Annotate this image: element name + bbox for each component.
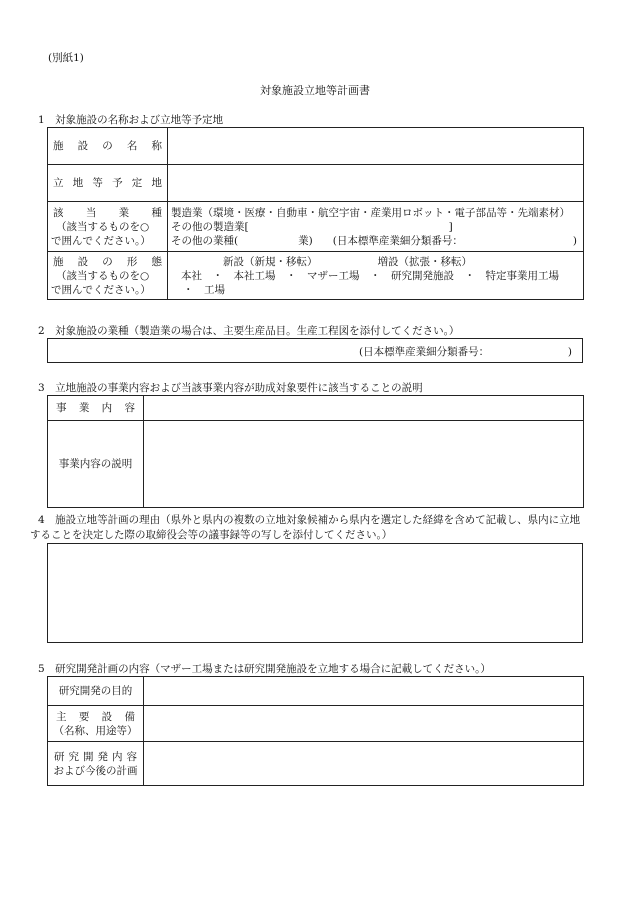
form-option-expand[interactable]: 増設（拡張・移転）: [377, 255, 472, 268]
rd-purpose-label-text: 研究開発の目的: [58, 685, 133, 697]
business-explanation-field[interactable]: [144, 421, 584, 508]
section-2-table: [47, 338, 583, 363]
section-5-heading: 5 研究開発計画の内容（マザー工場または研究開発施設を立地する場合に記載してください。）: [38, 663, 491, 675]
industry-options[interactable]: [168, 202, 584, 252]
rd-purpose-field[interactable]: [144, 677, 584, 706]
equipment-label-cell: [48, 706, 144, 742]
industry-option-manufacturing[interactable]: [171, 206, 583, 220]
rd-content-label-2: および今後の計画: [53, 764, 138, 777]
industry-label-cell: [48, 202, 168, 252]
other-manufacturing-close: ]: [448, 220, 453, 233]
industry-option-other-industry[interactable]: [171, 234, 583, 248]
business-label: [48, 396, 144, 421]
other-industry-classification-close: ): [572, 234, 577, 247]
form-options[interactable]: [168, 252, 584, 300]
facility-name-label: [48, 128, 168, 165]
industry-classification-number: (日本標準産業細分類番号： ): [359, 346, 572, 358]
equipment-note: （名称、用途等）: [53, 724, 138, 737]
industry-note-1: （該当するものを○: [56, 220, 150, 233]
section-1-table: [47, 127, 584, 300]
rd-content-label-cell: [48, 742, 144, 786]
plan-reason-field[interactable]: [48, 544, 583, 643]
equipment-label: 主 要 設 備: [56, 710, 135, 723]
form-note-1: （該当するものを○: [56, 269, 150, 282]
form-label: 施 設 の 形 態: [53, 255, 162, 268]
rd-purpose-label: [48, 677, 144, 706]
attachment-label: (別紙1): [48, 52, 84, 64]
form-label-cell: [48, 252, 168, 300]
industry-option-manufacturing-text: 製造業（環境・医療・自動車・航空宇宙・産業用ロボット・電子部品等・先端素材）: [171, 206, 570, 219]
form-option-new-expand[interactable]: [171, 255, 583, 269]
section-4-heading: [30, 512, 581, 542]
form-option-new[interactable]: 新設（新規・移転）: [223, 255, 318, 268]
section-3-table: [47, 395, 584, 508]
section-1-heading: 1 対象施設の名称および立地等予定地: [38, 114, 224, 126]
other-manufacturing-text: その他の製造業[: [171, 220, 249, 233]
site-field[interactable]: [168, 165, 584, 202]
page-title: 対象施設立地等計画書: [260, 84, 370, 97]
business-explanation-label-text: 事業内容の説明: [58, 458, 133, 470]
other-industry-suffix: 業): [298, 234, 313, 247]
rd-content-label-1: 研 究 開 発 内 容: [54, 750, 137, 763]
industry-note-2: で囲んでください。）: [51, 234, 151, 247]
other-industry-classification: (日本標準産業細分類番号：: [332, 234, 463, 247]
form-option-factory[interactable]: [171, 283, 583, 297]
site-label: [48, 165, 168, 202]
section-4-table: [47, 543, 583, 643]
equipment-field[interactable]: [144, 706, 584, 742]
section-5-table: [47, 676, 584, 786]
section-4-heading-line-2: することを決定した際の取締役会等の議事録等の写しを添付してください。）: [30, 529, 393, 541]
business-label-text: 事 業 内 容: [56, 402, 135, 414]
form-option-types[interactable]: [171, 269, 583, 283]
business-explanation-label: [48, 421, 144, 508]
industry-label: 該 当 業 種: [53, 206, 162, 219]
business-field[interactable]: [144, 396, 584, 421]
site-label-text: 立 地 等 予 定 地: [53, 177, 162, 189]
industry-option-other-manufacturing[interactable]: [171, 220, 583, 234]
facility-name-label-text: 施 設 の 名 称: [53, 140, 162, 152]
form-option-types-text: 本社 ・ 本社工場 ・ マザー工場 ・ 研究開発施設 ・ 特定事業用工場: [181, 269, 559, 282]
form-option-factory-text: ・ 工場: [183, 283, 225, 296]
industry-detail-field[interactable]: [48, 339, 583, 363]
rd-content-field[interactable]: [144, 742, 584, 786]
form-note-2: で囲んでください。）: [51, 283, 151, 296]
other-industry-text: その他の業種(: [171, 234, 239, 247]
facility-name-field[interactable]: [168, 128, 584, 165]
section-3-heading: 3 立地施設の事業内容および当該事業内容が助成対象要件に該当することの説明: [38, 382, 423, 394]
section-4-heading-line-1: 4 施設立地等計画の理由（県外と県内の複数の立地対象候補から県内を選定した経緯を含めて記載し、県内に立地: [38, 514, 581, 526]
section-2-heading: 2 対象施設の業種（製造業の場合は、主要生産品目。生産工程図を添付してください。）: [38, 325, 460, 337]
